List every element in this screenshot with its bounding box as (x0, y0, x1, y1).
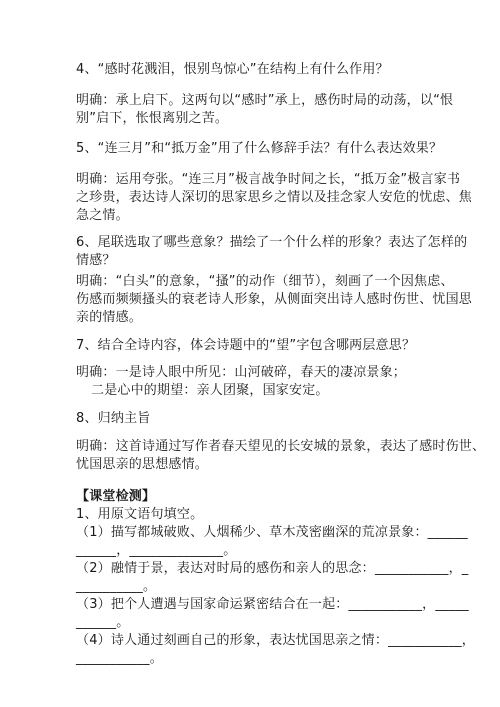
answer-6-line-2: 伤感而频频搔头的衰老诗人形象，从侧面突出诗人感时伤世、忧国思 (76, 292, 473, 307)
exercise-line-4: __________。 (76, 579, 157, 594)
exercise-heading: 【课堂检测】 (76, 489, 156, 504)
question-7: 7、结合全诗内容，体会诗题中的“望”字包含哪两层意思？ (76, 338, 416, 353)
exercise-line-1: （1）描写都城破败、人烟稀少、草木茂密幽深的荒凉景象：______ (76, 525, 468, 540)
exercise-line-8: ___________。 (76, 651, 163, 666)
exercise-line-3: （2）融情于景，表达对时局的感伤和亲人的思念：___________，_ (76, 561, 469, 576)
answer-5-line-1: 明确：运用夸张。“连三月”极言战争时间之长，“抵万金”极言家书 (76, 172, 461, 187)
question-5: 5、“连三月”和“抵万金”用了什么修辞手法？有什么表达效果？ (76, 141, 443, 156)
exercise-line-6: ______。 (76, 615, 130, 630)
answer-5-line-2: 之珍贵，表达诗人深切的思家思乡之情以及挂念家人安危的忧虑、焦 (76, 190, 473, 205)
answer-7-line-1: 明确：一是诗人眼中所见：山河破碎，春天的凄凉景象； (76, 365, 407, 380)
question-4: 4、“感时花溅泪，恨别鸟惊心”在结构上有什么作用？ (76, 62, 389, 77)
question-6-line-1: 6、尾联选取了哪些意象？描绘了一个什么样的形象？表达了怎样的 (76, 235, 468, 250)
exercise-intro: 1、用原文语句填空。 (76, 507, 204, 522)
question-8: 8、归纳主旨 (76, 411, 151, 426)
exercise-line-2: ______，______________。 (76, 543, 237, 558)
exercise-line-5: （3）把个人遭遇与国家命运紧密结合在一起：___________，_____ (76, 597, 469, 612)
answer-6-line-1: 明确：“白头”的意象，“搔”的动作（细节），刻画了一个因焦虑、 (76, 274, 454, 289)
answer-4-line-2: 别”启下，怅恨离别之苦。 (76, 111, 229, 126)
answer-4-line-1: 明确：承上启下。这两句以“感时”承上，感伤时局的动荡，以“恨 (76, 93, 454, 108)
question-6-line-2: 情感？ (76, 253, 116, 268)
answer-7-line-2: 二是心中的期望：亲人团聚，国家安定。 (91, 383, 329, 398)
exercise-line-7: （4）诗人通过刻画自己的形象，表达忧国思亲之情：___________， (76, 633, 475, 648)
answer-8-line-1: 明确：这首诗通过写作者春天望见的长安城的景象，表达了感时伤世、 (76, 439, 486, 454)
answer-6-line-3: 亲的情感。 (76, 310, 143, 325)
answer-8-line-2: 忧国思亲的思想感情。 (76, 457, 209, 472)
answer-5-line-3: 急之情。 (76, 208, 129, 223)
